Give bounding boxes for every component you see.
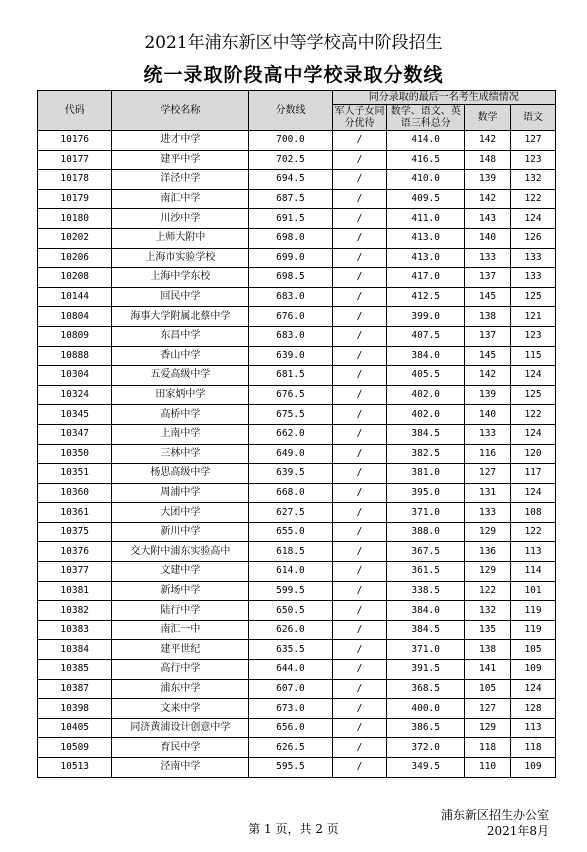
cell-score: 639.5: [249, 464, 332, 484]
cell-three: 391.5: [387, 660, 465, 680]
cell-military: /: [332, 562, 387, 582]
table-row: [38, 248, 556, 268]
header-three-subject-total: 数学、语文、英语三科总分: [387, 105, 465, 131]
cell-military: /: [332, 346, 387, 366]
cell-score: 683.0: [249, 287, 332, 307]
cell-name: 大团中学: [112, 503, 249, 523]
table-body: [38, 131, 556, 778]
cell-chinese: 122: [511, 189, 556, 209]
cell-three: 407.5: [387, 326, 465, 346]
cell-name: 香山中学: [112, 346, 249, 366]
cell-military: /: [332, 483, 387, 503]
cell-score: 662.0: [249, 424, 332, 444]
cell-military: /: [332, 660, 387, 680]
cell-three: 388.0: [387, 522, 465, 542]
cell-code: 10375: [38, 522, 112, 542]
cell-code: 10385: [38, 660, 112, 680]
cell-score: 683.0: [249, 326, 332, 346]
cell-code: 10179: [38, 189, 112, 209]
cell-name: 田家炳中学: [112, 385, 249, 405]
cell-chinese: 133: [511, 248, 556, 268]
cell-chinese: 121: [511, 307, 556, 327]
cell-math: 138: [465, 307, 511, 327]
cell-military: /: [332, 640, 387, 660]
cell-math: 116: [465, 444, 511, 464]
cell-chinese: 119: [511, 601, 556, 621]
cell-code: 10144: [38, 287, 112, 307]
cell-chinese: 122: [511, 405, 556, 425]
cell-math: 148: [465, 150, 511, 170]
cell-chinese: 123: [511, 326, 556, 346]
cell-code: 10176: [38, 131, 112, 151]
cell-military: /: [332, 405, 387, 425]
cell-military: /: [332, 699, 387, 719]
cell-three: 384.5: [387, 424, 465, 444]
cell-score: 607.0: [249, 679, 332, 699]
cell-name: 泾南中学: [112, 758, 249, 778]
cell-math: 136: [465, 542, 511, 562]
cell-name: 进才中学: [112, 131, 249, 151]
cell-code: 10350: [38, 444, 112, 464]
cell-chinese: 115: [511, 346, 556, 366]
cell-three: 400.0: [387, 699, 465, 719]
table-row: [38, 758, 556, 778]
cell-name: 上海市实验学校: [112, 248, 249, 268]
table-row: [38, 699, 556, 719]
cell-name: 新川中学: [112, 522, 249, 542]
cell-code: 10178: [38, 170, 112, 190]
cell-military: /: [332, 522, 387, 542]
cell-code: 10360: [38, 483, 112, 503]
cell-military: /: [332, 326, 387, 346]
cell-name: 杨思高级中学: [112, 464, 249, 484]
cell-chinese: 109: [511, 758, 556, 778]
cell-three: 384.5: [387, 620, 465, 640]
cell-code: 10509: [38, 738, 112, 758]
cell-three: 413.0: [387, 228, 465, 248]
cell-score: 599.5: [249, 581, 332, 601]
cell-math: 139: [465, 170, 511, 190]
cell-code: 10377: [38, 562, 112, 582]
cell-three: 361.5: [387, 562, 465, 582]
cell-math: 137: [465, 326, 511, 346]
cell-military: /: [332, 444, 387, 464]
page-number: 第 1 页，共 2 页: [248, 822, 339, 836]
cell-score: 687.5: [249, 189, 332, 209]
cell-code: 10347: [38, 424, 112, 444]
cell-score: 626.0: [249, 620, 332, 640]
cell-three: 395.0: [387, 483, 465, 503]
cell-math: 105: [465, 679, 511, 699]
table-row: [38, 287, 556, 307]
cell-name: 周浦中学: [112, 483, 249, 503]
cell-code: 10208: [38, 268, 112, 288]
table-row: [38, 620, 556, 640]
cell-score: 700.0: [249, 131, 332, 151]
cell-name: 建平世纪: [112, 640, 249, 660]
cell-code: 10888: [38, 346, 112, 366]
table-row: [38, 424, 556, 444]
cell-score: 698.0: [249, 228, 332, 248]
cell-military: /: [332, 385, 387, 405]
cell-score: 673.0: [249, 699, 332, 719]
cell-name: 交大附中浦东实验高中: [112, 542, 249, 562]
cell-math: 142: [465, 189, 511, 209]
cell-math: 143: [465, 209, 511, 229]
cell-score: 702.5: [249, 150, 332, 170]
cell-military: /: [332, 228, 387, 248]
cell-name: 陆行中学: [112, 601, 249, 621]
cell-math: 131: [465, 483, 511, 503]
header-school-name: 学校名称: [112, 91, 249, 131]
cell-chinese: 124: [511, 679, 556, 699]
cell-math: 141: [465, 660, 511, 680]
cell-math: 129: [465, 562, 511, 582]
cell-name: 上南中学: [112, 424, 249, 444]
cell-three: 402.0: [387, 385, 465, 405]
cell-math: 137: [465, 268, 511, 288]
cell-code: 10387: [38, 679, 112, 699]
cell-military: /: [332, 738, 387, 758]
cell-chinese: 123: [511, 150, 556, 170]
table-row: [38, 385, 556, 405]
cell-name: 上海中学东校: [112, 268, 249, 288]
cell-chinese: 126: [511, 228, 556, 248]
cell-score: 675.5: [249, 405, 332, 425]
cell-chinese: 120: [511, 444, 556, 464]
cell-code: 10809: [38, 326, 112, 346]
cell-name: 高桥中学: [112, 405, 249, 425]
cell-three: 416.5: [387, 150, 465, 170]
document-title: 统一录取阶段高中学校录取分数线: [143, 64, 444, 86]
cell-military: /: [332, 718, 387, 738]
table-row: [38, 581, 556, 601]
cell-math: 127: [465, 464, 511, 484]
cell-name: 浦东中学: [112, 679, 249, 699]
cell-name: 文来中学: [112, 699, 249, 719]
issue-date: 2021年8月: [486, 824, 549, 838]
cell-score: 676.5: [249, 385, 332, 405]
cell-chinese: 113: [511, 542, 556, 562]
table-row: [38, 464, 556, 484]
table-row: [38, 601, 556, 621]
cell-code: 10398: [38, 699, 112, 719]
cell-three: 399.0: [387, 307, 465, 327]
cell-name: 川沙中学: [112, 209, 249, 229]
cell-chinese: 113: [511, 718, 556, 738]
cell-score: 595.5: [249, 758, 332, 778]
cell-name: 南汇一中: [112, 620, 249, 640]
header-chinese: 语文: [511, 105, 556, 131]
cell-three: 386.5: [387, 718, 465, 738]
cell-code: 10177: [38, 150, 112, 170]
cell-code: 10361: [38, 503, 112, 523]
cell-math: 145: [465, 287, 511, 307]
cell-three: 417.0: [387, 268, 465, 288]
cell-three: 412.5: [387, 287, 465, 307]
cell-chinese: 101: [511, 581, 556, 601]
cell-chinese: 124: [511, 424, 556, 444]
cell-score: 649.0: [249, 444, 332, 464]
cell-code: 10206: [38, 248, 112, 268]
cell-three: 409.5: [387, 189, 465, 209]
cell-chinese: 124: [511, 483, 556, 503]
cell-score: 644.0: [249, 660, 332, 680]
table-row: [38, 131, 556, 151]
cell-military: /: [332, 758, 387, 778]
cell-name: 海事大学附属北蔡中学: [112, 307, 249, 327]
cell-name: 洋泾中学: [112, 170, 249, 190]
cell-code: 10384: [38, 640, 112, 660]
cell-score: 639.0: [249, 346, 332, 366]
cell-math: 140: [465, 228, 511, 248]
cell-math: 145: [465, 346, 511, 366]
cell-name: 三林中学: [112, 444, 249, 464]
cell-name: 新场中学: [112, 581, 249, 601]
cell-name: 东昌中学: [112, 326, 249, 346]
cell-three: 384.0: [387, 601, 465, 621]
table-row: [38, 228, 556, 248]
cell-score: 626.5: [249, 738, 332, 758]
cell-math: 142: [465, 366, 511, 386]
cell-math: 122: [465, 581, 511, 601]
cell-score: 627.5: [249, 503, 332, 523]
cell-name: 建平中学: [112, 150, 249, 170]
cell-three: 414.0: [387, 131, 465, 151]
cell-military: /: [332, 503, 387, 523]
cell-military: /: [332, 268, 387, 288]
cell-three: 405.5: [387, 366, 465, 386]
cell-three: 371.0: [387, 640, 465, 660]
cell-score: 681.5: [249, 366, 332, 386]
cell-three: 368.5: [387, 679, 465, 699]
cell-code: 10405: [38, 718, 112, 738]
cell-name: 育民中学: [112, 738, 249, 758]
cell-chinese: 122: [511, 522, 556, 542]
cell-three: 349.5: [387, 758, 465, 778]
cell-chinese: 108: [511, 503, 556, 523]
cell-name: 南汇中学: [112, 189, 249, 209]
header-tiebreak-group: 同分录取的最后一名考生成绩情况: [332, 91, 555, 105]
cell-three: 382.5: [387, 444, 465, 464]
cell-chinese: 119: [511, 620, 556, 640]
cell-military: /: [332, 131, 387, 151]
cell-code: 10382: [38, 601, 112, 621]
page-title: 2021年浦东新区中等学校高中阶段招生: [144, 33, 443, 53]
cell-score: 676.0: [249, 307, 332, 327]
table-row: [38, 209, 556, 229]
cell-chinese: 118: [511, 738, 556, 758]
issuing-office: 浦东新区招生办公室: [440, 808, 549, 822]
table-row: [38, 366, 556, 386]
admission-score-table: [37, 90, 556, 778]
cell-name: 高行中学: [112, 660, 249, 680]
table-row: [38, 522, 556, 542]
header-military-priority: 军人子女同分优待: [332, 105, 387, 131]
table-row: [38, 346, 556, 366]
cell-score: 656.0: [249, 718, 332, 738]
cell-military: /: [332, 620, 387, 640]
cell-math: 132: [465, 601, 511, 621]
cell-score: 698.5: [249, 268, 332, 288]
cell-three: 371.0: [387, 503, 465, 523]
table-row: [38, 483, 556, 503]
cell-chinese: 133: [511, 268, 556, 288]
cell-code: 10304: [38, 366, 112, 386]
cell-military: /: [332, 189, 387, 209]
cell-score: 655.0: [249, 522, 332, 542]
cell-code: 10381: [38, 581, 112, 601]
cell-score: 694.5: [249, 170, 332, 190]
cell-chinese: 127: [511, 131, 556, 151]
cell-score: 699.0: [249, 248, 332, 268]
cell-math: 118: [465, 738, 511, 758]
cell-code: 10376: [38, 542, 112, 562]
cell-chinese: 114: [511, 562, 556, 582]
table-row: [38, 718, 556, 738]
table-row: [38, 562, 556, 582]
table-row: [38, 307, 556, 327]
table-row: [38, 679, 556, 699]
cell-military: /: [332, 601, 387, 621]
cell-three: 410.0: [387, 170, 465, 190]
cell-math: 142: [465, 131, 511, 151]
cell-name: 五爱高级中学: [112, 366, 249, 386]
cell-chinese: 128: [511, 699, 556, 719]
header-code: 代码: [38, 91, 112, 131]
cell-military: /: [332, 679, 387, 699]
cell-score: 691.5: [249, 209, 332, 229]
cell-military: /: [332, 464, 387, 484]
cell-three: 381.0: [387, 464, 465, 484]
cell-math: 127: [465, 699, 511, 719]
cell-score: 635.5: [249, 640, 332, 660]
table-row: [38, 660, 556, 680]
cell-code: 10202: [38, 228, 112, 248]
cell-code: 10345: [38, 405, 112, 425]
cell-math: 140: [465, 405, 511, 425]
header-score-line: 分数线: [249, 91, 332, 131]
cell-three: 367.5: [387, 542, 465, 562]
table-row: [38, 268, 556, 288]
cell-military: /: [332, 150, 387, 170]
cell-chinese: 117: [511, 464, 556, 484]
cell-math: 129: [465, 522, 511, 542]
cell-military: /: [332, 581, 387, 601]
cell-score: 618.5: [249, 542, 332, 562]
cell-military: /: [332, 170, 387, 190]
cell-chinese: 124: [511, 366, 556, 386]
cell-math: 135: [465, 620, 511, 640]
cell-chinese: 125: [511, 287, 556, 307]
cell-military: /: [332, 287, 387, 307]
table-row: [38, 326, 556, 346]
cell-military: /: [332, 424, 387, 444]
cell-score: 668.0: [249, 483, 332, 503]
cell-code: 10324: [38, 385, 112, 405]
cell-math: 129: [465, 718, 511, 738]
table-row: [38, 542, 556, 562]
cell-math: 133: [465, 424, 511, 444]
cell-name: 同济黄浦设计创意中学: [112, 718, 249, 738]
cell-math: 133: [465, 248, 511, 268]
cell-score: 614.0: [249, 562, 332, 582]
cell-score: 650.5: [249, 601, 332, 621]
cell-chinese: 132: [511, 170, 556, 190]
cell-three: 402.0: [387, 405, 465, 425]
cell-three: 411.0: [387, 209, 465, 229]
table-row: [38, 405, 556, 425]
cell-code: 10180: [38, 209, 112, 229]
cell-math: 138: [465, 640, 511, 660]
cell-three: 384.0: [387, 346, 465, 366]
cell-military: /: [332, 366, 387, 386]
cell-military: /: [332, 248, 387, 268]
cell-code: 10513: [38, 758, 112, 778]
cell-chinese: 109: [511, 660, 556, 680]
cell-three: 338.5: [387, 581, 465, 601]
table-row: [38, 189, 556, 209]
cell-military: /: [332, 542, 387, 562]
cell-name: 回民中学: [112, 287, 249, 307]
cell-code: 10804: [38, 307, 112, 327]
cell-math: 110: [465, 758, 511, 778]
cell-military: /: [332, 209, 387, 229]
cell-three: 413.0: [387, 248, 465, 268]
table-row: [38, 170, 556, 190]
cell-three: 372.0: [387, 738, 465, 758]
cell-military: /: [332, 307, 387, 327]
table-row: [38, 503, 556, 523]
table-row: [38, 640, 556, 660]
table-row: [38, 150, 556, 170]
cell-chinese: 105: [511, 640, 556, 660]
cell-chinese: 124: [511, 209, 556, 229]
table-row: [38, 738, 556, 758]
table-row: [38, 444, 556, 464]
header-math: 数学: [465, 105, 511, 131]
cell-name: 上师大附中: [112, 228, 249, 248]
cell-code: 10351: [38, 464, 112, 484]
cell-chinese: 125: [511, 385, 556, 405]
cell-math: 139: [465, 385, 511, 405]
cell-code: 10383: [38, 620, 112, 640]
cell-name: 文建中学: [112, 562, 249, 582]
cell-math: 133: [465, 503, 511, 523]
